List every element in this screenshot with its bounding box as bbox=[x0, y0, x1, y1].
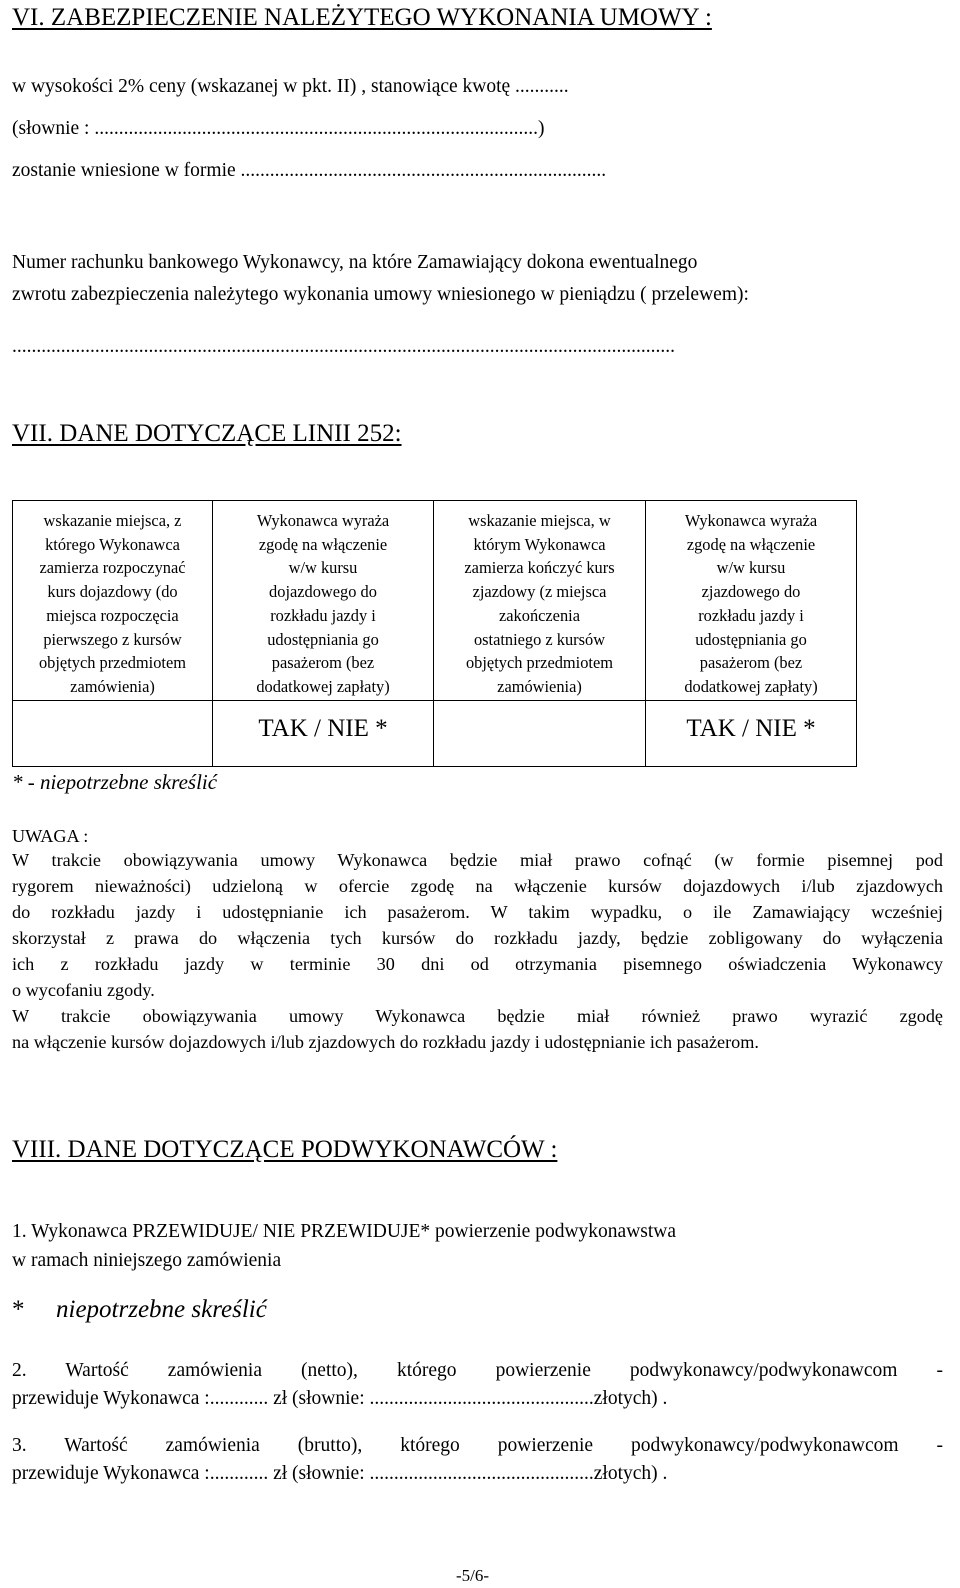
guarantee-words-text: (słownie : ...........................................................................................) bbox=[12, 118, 545, 139]
end-place-input-cell[interactable] bbox=[434, 701, 646, 767]
subcontract-item-2-line-2: przewiduje Wykonawca :............ zł (słownie: ..............................................złotych) . bbox=[12, 1388, 668, 1409]
tak-nie-inbound[interactable]: TAK / NIE * bbox=[258, 715, 388, 742]
uwaga-line-5: ich z rozkładu jazdy w terminie 30 dni od otrzymania pisemnego oświadczenia Wykonawcy bbox=[12, 954, 943, 974]
end-place-header bbox=[434, 501, 646, 701]
consent-inbound-cell[interactable] bbox=[213, 701, 434, 767]
end-place-text: wskazanie miejsca, w którym Wykonawca zamierza kończyć kurs zjazdowy (z miejsca zakończenia ostatniego z kursów objętych przedmiotem zamówienia) bbox=[464, 511, 615, 696]
uwaga-line-8: na włączenie kursów dojazdowych i/lub zjazdowych do rozkładu jazdy i udostępnianie ich pasażerom. bbox=[12, 1032, 759, 1052]
subcontract-item-2-line-1: 2. Wartość zamówienia (netto), którego powierzenie podwykonawcy/podwykonawcom - bbox=[12, 1360, 943, 1381]
subcontract-item-1-line-1: 1. Wykonawca PRZEWIDUJE/ NIE PRZEWIDUJE* powierzenie podwykonawstwa bbox=[12, 1221, 677, 1242]
consent-inbound-header bbox=[213, 501, 434, 701]
uwaga-line-1: W trakcie obowiązywania umowy Wykonawca będzie miał prawo cofnąć (w formie pisemnej pod bbox=[12, 850, 943, 870]
start-place-header bbox=[13, 501, 213, 701]
section-viii-heading: VIII. DANE DOTYCZĄCE PODWYKONAWCÓW : bbox=[12, 1136, 558, 1163]
section-vi-heading: VI. ZABEZPIECZENIE NALEŻYTEGO WYKONANIA UMOWY : bbox=[12, 4, 712, 31]
uwaga-line-6: o wycofaniu zgody. bbox=[12, 980, 155, 1000]
tak-nie-outbound[interactable]: TAK / NIE * bbox=[686, 715, 816, 742]
section-viii-footnote: niepotrzebne skreślić bbox=[56, 1296, 267, 1323]
page-number: -5/6- bbox=[456, 1566, 490, 1585]
line-252-table bbox=[12, 500, 857, 767]
start-place-input-cell[interactable] bbox=[13, 701, 213, 767]
guarantee-form-line: zostanie wniesione w formie ........................................................................... bbox=[12, 160, 607, 181]
subcontract-item-3-line-2: przewiduje Wykonawca :............ zł (słownie: ..............................................złotych) . bbox=[12, 1463, 668, 1484]
consent-inbound-text: Wykonawca wyraża zgodę na włączenie w/w kursu dojazdowego do rozkładu jazdy i udostępniania go pasażerom (bez dodatkowej zapłaty) bbox=[256, 511, 390, 696]
consent-outbound-header bbox=[646, 501, 857, 701]
consent-outbound-text: Wykonawca wyraża zgodę na włączenie w/w kursu zjazdowego do rozkładu jazdy i udostępniania go pasażerom (bez dodatkowej zapłaty) bbox=[684, 511, 818, 696]
consent-outbound-cell[interactable] bbox=[646, 701, 857, 767]
uwaga-line-2: rygorem nieważności) udzieloną w ofercie zgodę na włączenie kursów dojazdowych i/lub zjazdowych bbox=[12, 876, 943, 896]
uwaga-label: UWAGA : bbox=[12, 826, 89, 846]
subcontract-item-3-line-1: 3. Wartość zamówienia (brutto), którego powierzenie podwykonawcy/podwykonawcom - bbox=[12, 1435, 943, 1456]
section-vii-heading: VII. DANE DOTYCZĄCE LINII 252: bbox=[12, 420, 402, 447]
start-place-text: wskazanie miejsca, z którego Wykonawca zamierza rozpoczynać kurs dojazdowy (do miejsca rozpoczęcia pierwszego z kursów objętych przedmiotem zamówienia) bbox=[38, 511, 186, 696]
bank-account-line-1: Numer rachunku bankowego Wykonawcy, na które Zamawiający dokona ewentualnego bbox=[12, 252, 698, 273]
bank-account-line-2: zwrotu zabezpieczenia należytego wykonania umowy wniesionego w pieniądzu ( przelewem): bbox=[12, 284, 749, 305]
guarantee-amount-line: w wysokości 2% ceny (wskazanej w pkt. II) , stanowiące kwotę ........... bbox=[12, 76, 569, 97]
uwaga-line-7: W trakcie obowiązywania umowy Wykonawca będzie miał również prawo wyrazić zgodę bbox=[12, 1006, 943, 1026]
uwaga-line-4: skorzystał z prawa do włączenia tych kursów do rozkładu jazdy, będzie zobligowany do wyłączenia bbox=[12, 928, 943, 948]
bank-account-dots: ........................................................................................................................................ bbox=[12, 336, 675, 357]
uwaga-line-3: do rozkładu jazdy i udostępnianie ich pasażerom. W takim wypadku, o ile Zamawiający wcześniej bbox=[12, 902, 943, 922]
subcontract-item-1-line-2: w ramach niniejszego zamówienia bbox=[12, 1250, 282, 1271]
guarantee-words-line bbox=[12, 118, 940, 140]
footnote-star: * bbox=[12, 1296, 25, 1323]
table-footnote: * - niepotrzebne skreślić bbox=[12, 770, 218, 794]
